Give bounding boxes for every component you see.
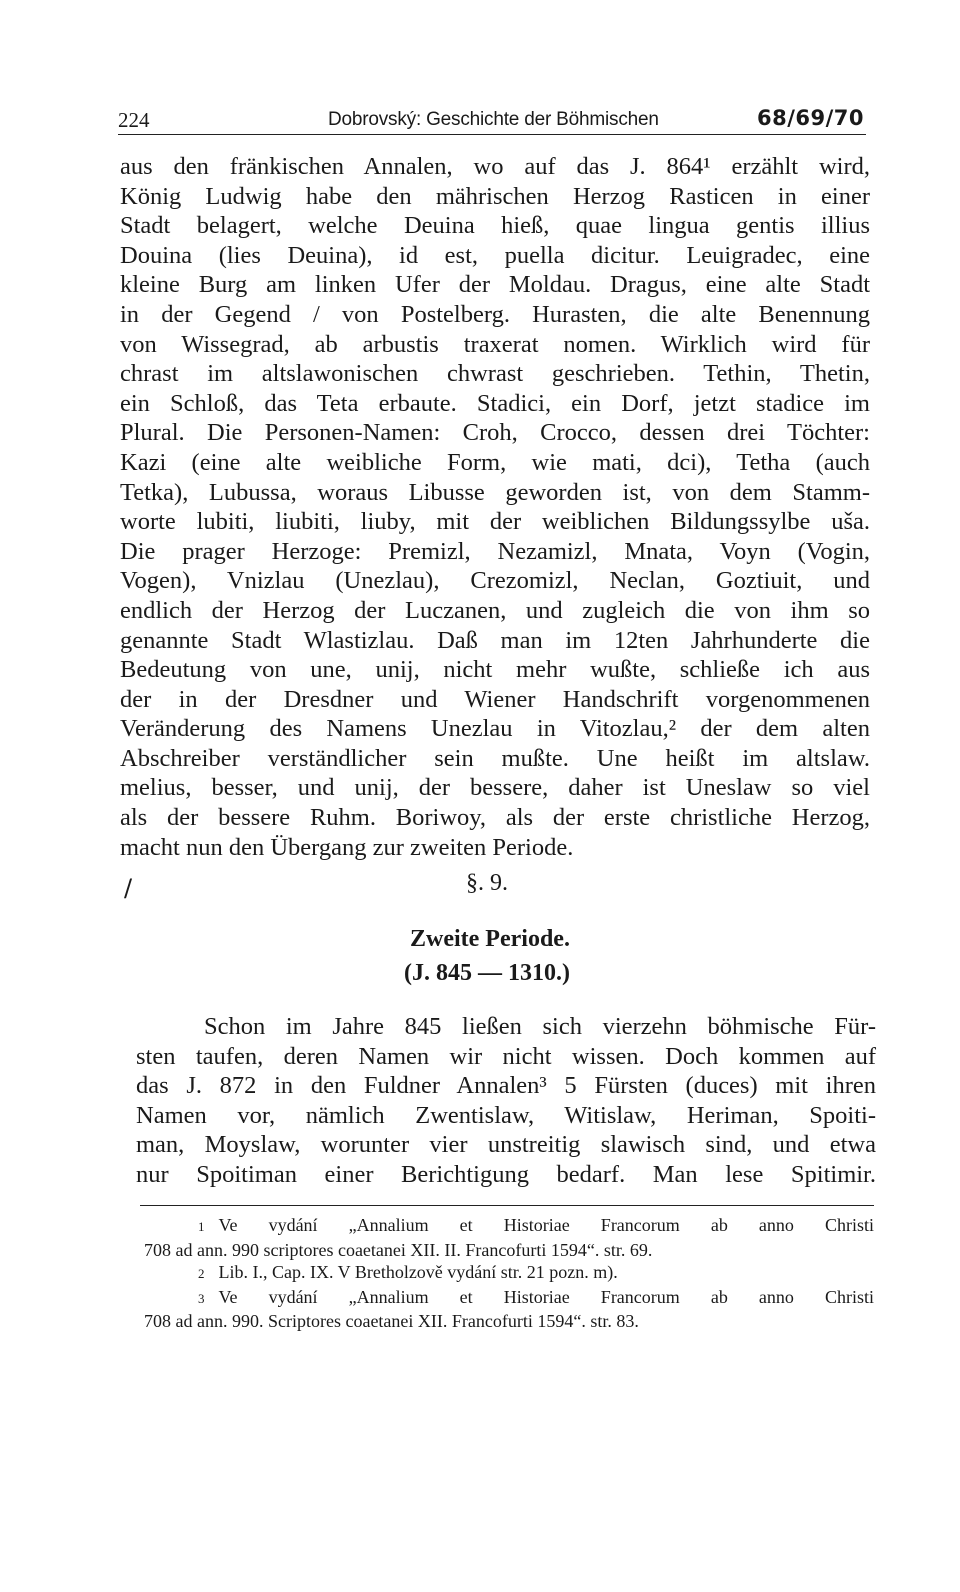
text-line: Abschreiber verständlicher sein mußte. Une heißt im altslaw. [120,744,870,772]
footnote-number: 3 [198,1290,205,1306]
text-line: ein Schloß, das Teta erbaute. Stadici, ein Dorf, jetzt stadice im [120,389,870,417]
text-line: in der Gegend / von Postelberg. Hurasten, die alte Benennung [120,300,870,328]
text-line: König Ludwig habe den mährischen Herzog Rasticen in einer [120,182,870,210]
text-line: Veränderung des Namens Unezlau in Vitozlau,² der dem alten [120,715,870,743]
text-line: sten taufen, deren Namen wir nicht wissen. Doch kommen auf [136,1042,876,1070]
text-line: als der bessere Ruhm. Boriwoy, als der erste christliche Herzog, [120,804,870,832]
footnote-line [144,1261,874,1286]
page-references: 68/69/70 [756,106,864,130]
text-line: von Wissegrad, ab arbustis traxerat nomen. Wirklich wird für [120,330,870,358]
text-line: man, Moyslaw, worunter vier unstreitig slawisch sind, und etwa [136,1131,876,1159]
page-header [118,104,866,135]
text-line: Tetka), Lubussa, woraus Libusse geworden ist, von dem Stamm- [120,478,870,506]
footnote-line [144,1214,874,1239]
footnote-rule [140,1205,874,1206]
text-line: Die prager Herzoge: Premizl, Nezamizl, Mnata, Voyn (Vogin, [120,537,870,565]
text-line: genannte Stadt Wlastizlau. Daß man im 12ten Jahrhunderte die [120,626,870,654]
running-title: Dobrovský: Geschichte der Böhmischen [328,109,659,130]
text-line: Douina (lies Deuina), id est, puella dicitur. Leuigradec, eine [120,241,870,269]
text-line: Plural. Die Personen-Namen: Croh, Crocco, dessen drei Töchter: [120,419,870,447]
footnote-number: 1 [198,1219,205,1234]
page-number: 224 [118,108,150,132]
text-line: chrast im altslawonischen chwrast geschrieben. Tethin, Thetin, [120,360,870,388]
footnote-text: 708 ad ann. 990 scriptores coaetanei XII. II. Francofurti 1594“. str. 69. [144,1239,653,1260]
text-line: das J. 872 in den Fuldner Annalen³ 5 Fürsten (duces) mit ihren [136,1072,876,1100]
section-number: §. 9. [466,870,508,896]
footnote-text: Ve vydání „Annalium et Historiae Francorum ab anno Christi [218,1286,874,1307]
text-line: aus den fränkischen Annalen, wo auf das J. 864¹ erzählt wird, [120,153,870,180]
text-line: endlich der Herzog der Luczanen, und zugleich die von ihm so [120,596,870,624]
margin-mark: / [124,874,133,902]
section-date-range: (J. 845 — 1310.) [404,960,570,986]
text-line: Kazi (eine alte weibliche Form, wie mati, dci), Tetha (auch [120,448,870,476]
text-line: kleine Burg am linken Ufer der Moldau. Dragus, eine alte Stadt [120,271,870,299]
text-line: nur Spoitiman einer Berichtigung bedarf. Man lese Spitimir. [136,1160,876,1188]
footnote-text: Lib. I., Cap. IX. V Bretholzově vydání str. 21 pozn. m). [218,1262,618,1282]
text-line: melius, besser, und unij, der bessere, daher ist Uneslaw so viel [120,774,870,802]
text-line: der in der Dresdner und Wiener Handschrift vorgenommenen [120,685,870,713]
footnote-line [144,1286,874,1311]
text-line: Schon im Jahre 845 ließen sich vierzehn böhmische Für- [204,1013,876,1040]
section-heading: Zweite Periode. [410,926,570,952]
text-line: Namen vor, nämlich Zwentislaw, Witislaw, Heriman, Spoiti- [136,1101,876,1129]
text-line: Stadt belagert, welche Deuina hieß, quae lingua gentis illius [120,212,870,240]
footnote-line [144,1239,874,1262]
footnotes [144,1214,874,1333]
text-line: macht nun den Übergang zur zweiten Periode. [120,833,574,861]
footnote-number: 2 [198,1266,205,1281]
text-line: worte lubiti, liubiti, liuby, mit der weiblichen Bildungssylbe uša. [120,508,870,536]
section-paragraph [136,1012,876,1190]
footnote-line [144,1310,874,1333]
footnote-text: Ve vydání „Annalium et Historiae Francorum ab anno Christi [218,1215,874,1235]
text-line: Bedeutung von une, unij, nicht mehr wußte, schließe ich aus [120,656,870,684]
body-paragraph [120,152,870,862]
text-line: Vogen), Vnizlau (Unezlau), Crezomizl, Neclan, Goztiuit, und [120,567,870,595]
footnote-text: 708 ad ann. 990. Scriptores coaetanei XII. Francofurti 1594“. str. 83. [144,1311,639,1331]
